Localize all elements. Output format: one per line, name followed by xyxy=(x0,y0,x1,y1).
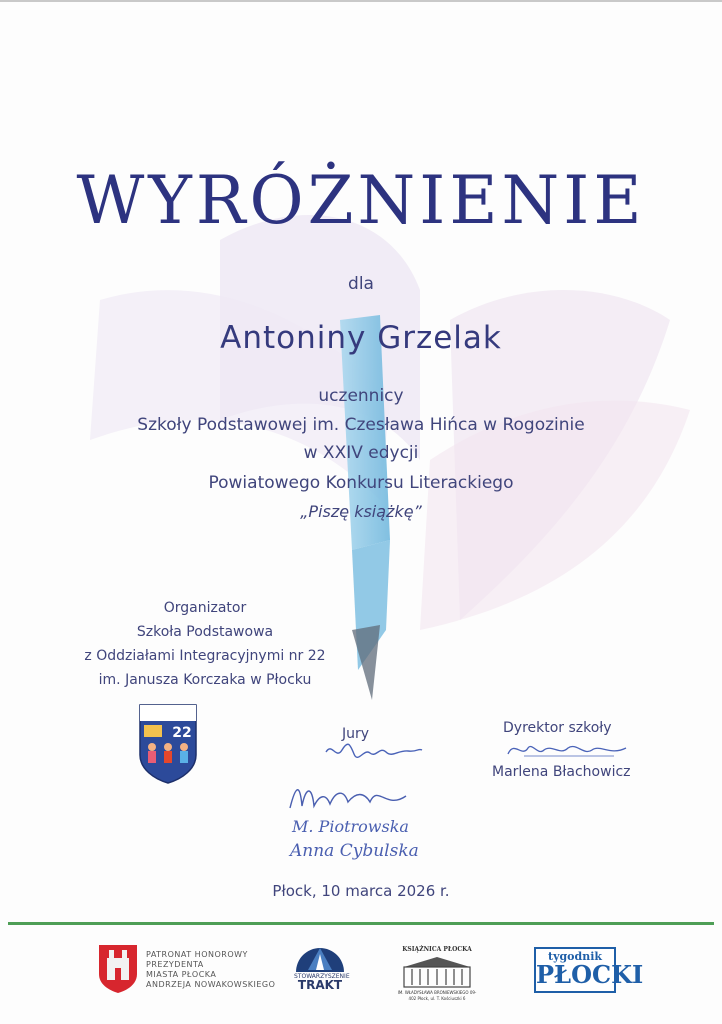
description-line: Powiatowego Konkursu Literackiego xyxy=(208,473,514,493)
jury-handwritten-name: M. Piotrowska xyxy=(292,817,409,836)
director-signature xyxy=(504,738,630,762)
description-line: Szkoły Podstawowej im. Czesława Hińca w Rogozinie xyxy=(137,415,585,435)
crest-number: 22 xyxy=(172,725,192,741)
certificate-title: WYRÓŻNIENIE xyxy=(76,162,646,239)
contest-name: „Piszę książkę” xyxy=(300,502,422,521)
top-edge-line xyxy=(0,0,722,2)
patronat-text: PATRONAT HONOROWY PREZYDENTA MIASTA PŁOCKA ANDRZEJA NOWAKOWSKIEGO xyxy=(146,950,276,989)
tygodnik-top-text: tygodnik xyxy=(548,950,602,963)
trakt-main-text: TRAKT xyxy=(297,978,343,992)
tygodnik-main-text: PŁOCKI xyxy=(536,960,644,989)
date-place-line: Płock, 10 marca 2026 r. xyxy=(272,882,450,900)
jury-label: Jury xyxy=(342,726,370,742)
library-address: IM. WŁADYSŁAWA BRONIEWSKIEGO 09-402 Płock, ul. T. Kościuszki 6 xyxy=(397,990,477,1001)
jury-signature-1 xyxy=(324,738,424,764)
jury-handwritten-name: Anna Cybulska xyxy=(290,841,419,861)
jury-signature-4 xyxy=(288,838,428,864)
trakt-logo xyxy=(294,940,346,974)
description-line: uczennicy xyxy=(318,386,404,406)
jury-signature-2 xyxy=(286,780,410,814)
school-crest xyxy=(138,703,198,785)
footer-divider xyxy=(8,922,714,925)
organizer-line: z Oddziałami Integracyjnymi nr 22 xyxy=(84,648,326,664)
description-line: w XXIV edycji xyxy=(303,443,419,463)
library-building-logo xyxy=(400,955,474,989)
plock-coat-of-arms xyxy=(98,944,138,994)
trakt-small-text: STOWARZYSZENIE xyxy=(294,973,350,980)
recipient-name: Antoniny Grzelak xyxy=(220,320,502,356)
tygodnik-plocki-logo xyxy=(534,947,644,993)
library-title: KSIĄŻNICA PŁOCKA xyxy=(402,946,472,953)
director-label: Dyrektor szkoły xyxy=(503,720,612,736)
organizer-heading: Organizator xyxy=(163,600,247,616)
jury-signature-3 xyxy=(290,814,420,838)
for-label: dla xyxy=(348,274,374,294)
organizer-line: im. Janusza Korczaka w Płocku xyxy=(98,672,312,688)
organizer-line: Szkoła Podstawowa xyxy=(136,624,274,640)
director-name: Marlena Błachowicz xyxy=(492,764,631,780)
